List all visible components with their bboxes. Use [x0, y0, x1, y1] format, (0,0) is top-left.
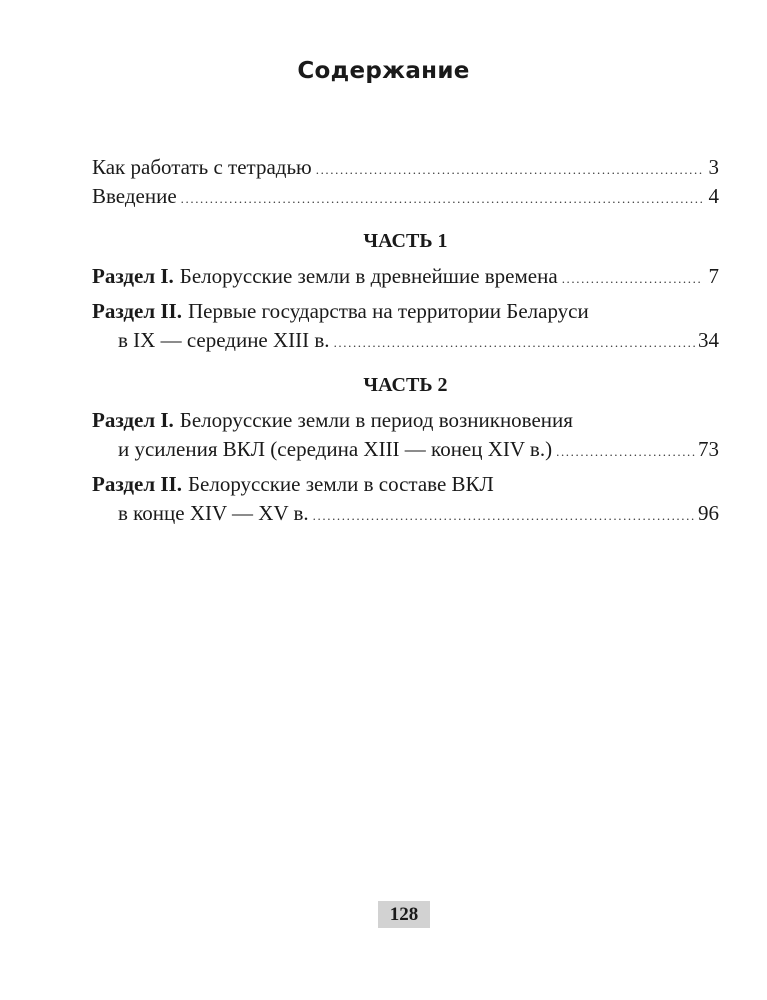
dot-leader — [334, 328, 695, 357]
toc-entry-continuation[interactable] — [92, 499, 719, 528]
section-label: Раздел I. — [92, 264, 174, 288]
dot-leader — [316, 155, 702, 184]
page-title: Содержание — [297, 58, 470, 84]
toc-entry-title-cont: в конце XIV — XV в. — [118, 501, 309, 525]
part-heading: ЧАСТЬ 2 — [363, 374, 448, 396]
dot-leader — [181, 184, 702, 213]
toc-page-number: 96 — [698, 501, 719, 525]
toc-page-number: 73 — [698, 437, 719, 461]
toc-entry[interactable] — [92, 262, 719, 291]
table-of-contents — [92, 153, 719, 528]
toc-entry[interactable] — [92, 182, 719, 211]
toc-page-number: 7 — [708, 264, 719, 288]
toc-entry[interactable] — [92, 470, 719, 499]
page-number-badge: 128 — [378, 901, 430, 928]
dot-leader — [562, 264, 702, 293]
section-label: Раздел II. — [92, 472, 182, 496]
section-label: Раздел II. — [92, 299, 182, 323]
toc-entry-title: Как работать с тетрадью — [92, 155, 312, 179]
toc-entry-title: Белорусские земли в древнейшие времена — [179, 264, 558, 288]
toc-entry-title: Первые государства на территории Беларуси — [187, 299, 589, 323]
toc-page-number: 34 — [698, 328, 719, 352]
toc-entry[interactable] — [92, 297, 719, 326]
toc-entry-title: Белорусские земли в период возникновения — [179, 408, 573, 432]
dot-leader — [313, 501, 695, 530]
toc-entry-continuation[interactable] — [92, 435, 719, 464]
section-label: Раздел I. — [92, 408, 174, 432]
toc-entry-continuation[interactable] — [92, 326, 719, 355]
part-heading: ЧАСТЬ 1 — [363, 230, 448, 252]
dot-leader — [556, 437, 695, 466]
toc-entry-title: Введение — [92, 184, 177, 208]
toc-entry[interactable] — [92, 153, 719, 182]
toc-entry-title-cont: в IX — середине XIII в. — [118, 328, 330, 352]
toc-entry-title: Белорусские земли в составе ВКЛ — [187, 472, 494, 496]
toc-page-number: 3 — [708, 155, 719, 179]
toc-entry[interactable] — [92, 406, 719, 435]
toc-entry-title-cont: и усиления ВКЛ (середина XIII — конец XIV в.) — [118, 437, 553, 461]
toc-page-number: 4 — [708, 184, 719, 208]
